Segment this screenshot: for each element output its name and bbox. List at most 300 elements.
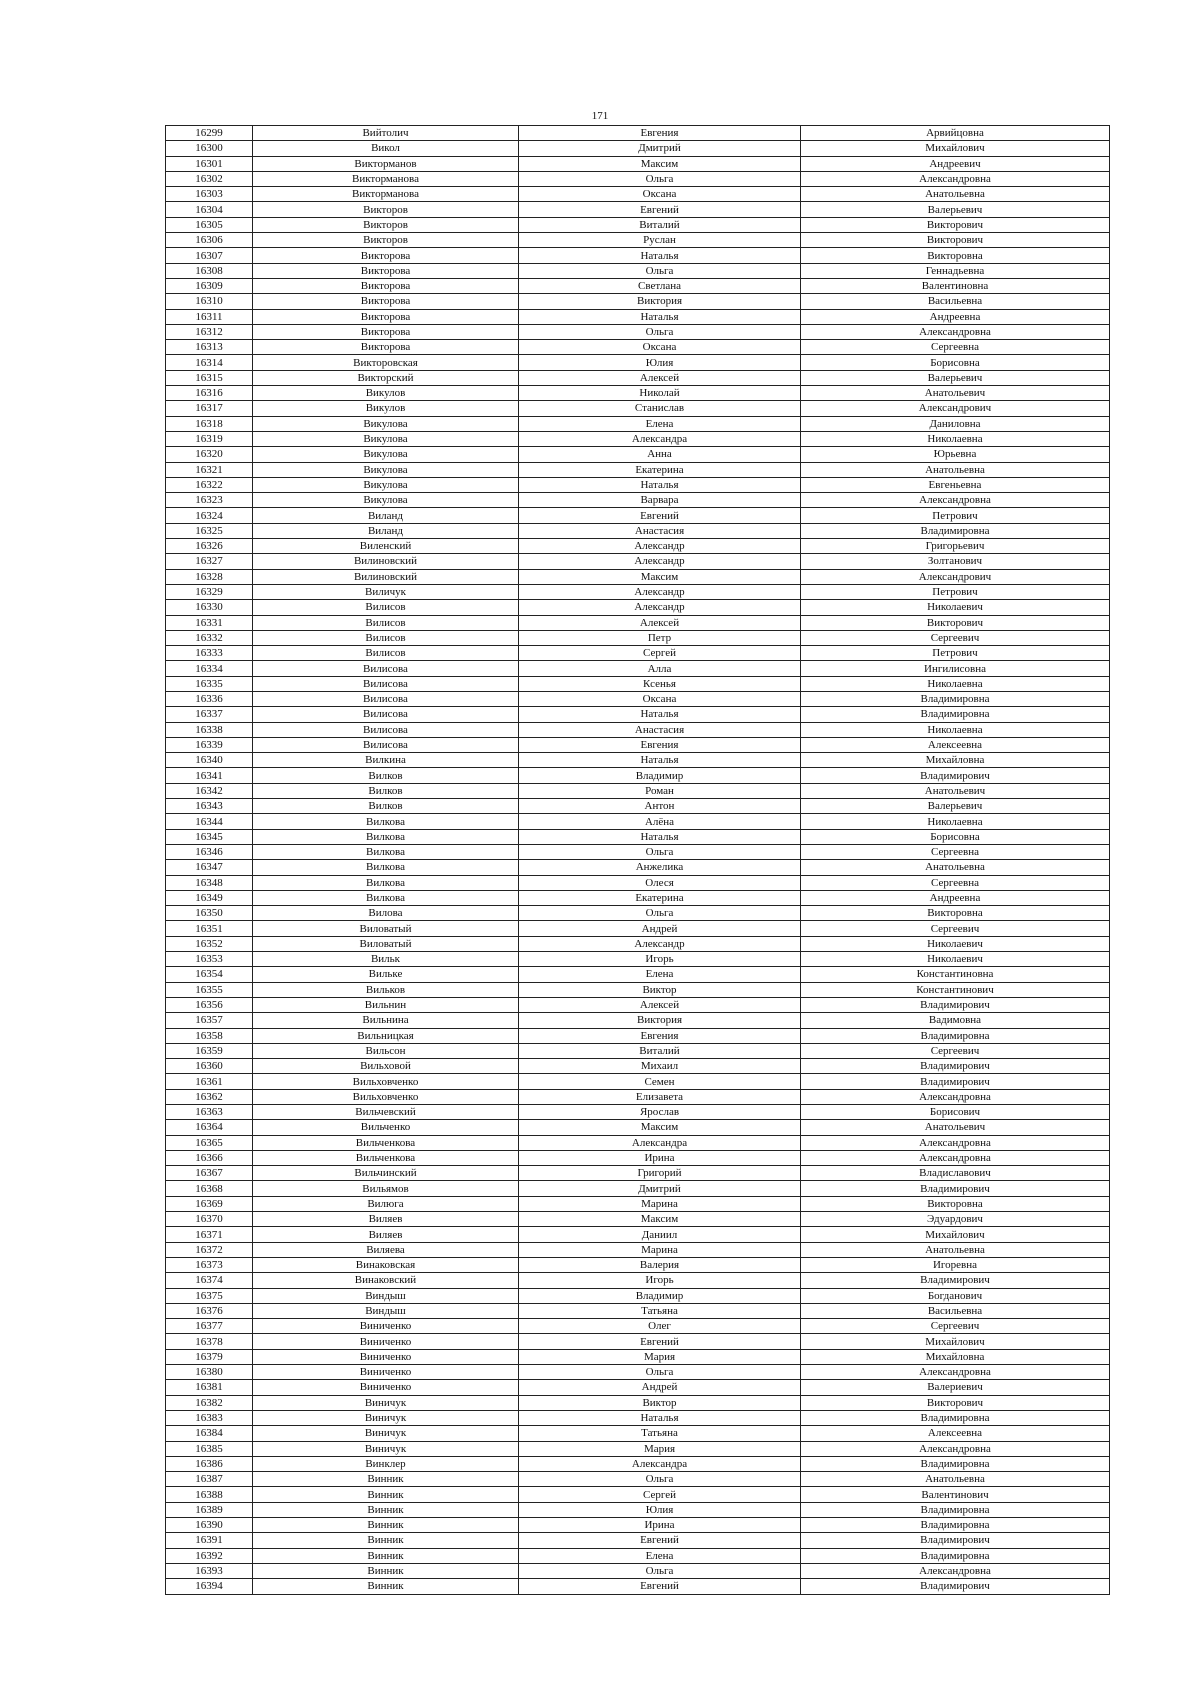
table-row [166, 1502, 1110, 1517]
first-name-cell: Олег [519, 1319, 801, 1334]
record-number-cell: 16324 [166, 508, 253, 523]
first-name-cell: Евгения [519, 737, 801, 752]
table-row [166, 1395, 1110, 1410]
patronymic-cell: Николаевич [801, 936, 1110, 951]
patronymic-cell: Сергеевич [801, 1319, 1110, 1334]
first-name-cell: Антон [519, 799, 801, 814]
patronymic-cell: Михайлович [801, 1334, 1110, 1349]
record-number-cell: 16323 [166, 493, 253, 508]
table-row [166, 860, 1110, 875]
record-number-cell: 16376 [166, 1303, 253, 1318]
table-row [166, 829, 1110, 844]
first-name-cell: Ольга [519, 171, 801, 186]
first-name-cell: Александр [519, 584, 801, 599]
table-row [166, 233, 1110, 248]
patronymic-cell: Васильевна [801, 1303, 1110, 1318]
record-number-cell: 16336 [166, 691, 253, 706]
table-row [166, 584, 1110, 599]
last-name-cell: Вилков [253, 768, 519, 783]
last-name-cell: Викулова [253, 447, 519, 462]
last-name-cell: Викулов [253, 386, 519, 401]
last-name-cell: Виланд [253, 508, 519, 523]
patronymic-cell: Александровна [801, 493, 1110, 508]
last-name-cell: Виничук [253, 1441, 519, 1456]
patronymic-cell: Николаевич [801, 600, 1110, 615]
last-name-cell: Вилиновский [253, 554, 519, 569]
record-number-cell: 16355 [166, 982, 253, 997]
last-name-cell: Викулов [253, 401, 519, 416]
patronymic-cell: Владимирович [801, 768, 1110, 783]
record-number-cell: 16353 [166, 952, 253, 967]
record-number-cell: 16365 [166, 1135, 253, 1150]
first-name-cell: Наталья [519, 309, 801, 324]
record-number-cell: 16329 [166, 584, 253, 599]
table-row [166, 737, 1110, 752]
last-name-cell: Вилисова [253, 661, 519, 676]
last-name-cell: Виниченко [253, 1334, 519, 1349]
record-number-cell: 16341 [166, 768, 253, 783]
last-name-cell: Вилисов [253, 646, 519, 661]
record-number-cell: 16331 [166, 615, 253, 630]
table-row [166, 493, 1110, 508]
last-name-cell: Викол [253, 141, 519, 156]
patronymic-cell: Викторович [801, 1395, 1110, 1410]
patronymic-cell: Николаевна [801, 676, 1110, 691]
patronymic-cell: Васильевна [801, 294, 1110, 309]
first-name-cell: Максим [519, 569, 801, 584]
record-number-cell: 16357 [166, 1013, 253, 1028]
record-number-cell: 16332 [166, 630, 253, 645]
last-name-cell: Виляева [253, 1242, 519, 1257]
patronymic-cell: Даниловна [801, 416, 1110, 431]
first-name-cell: Татьяна [519, 1426, 801, 1441]
record-number-cell: 16340 [166, 753, 253, 768]
record-number-cell: 16377 [166, 1319, 253, 1334]
record-number-cell: 16363 [166, 1105, 253, 1120]
last-name-cell: Вильховченко [253, 1089, 519, 1104]
record-number-cell: 16367 [166, 1166, 253, 1181]
table-row [166, 691, 1110, 706]
first-name-cell: Ярослав [519, 1105, 801, 1120]
last-name-cell: Виловатый [253, 921, 519, 936]
table-row [166, 952, 1110, 967]
first-name-cell: Евгений [519, 1334, 801, 1349]
patronymic-cell: Андреевна [801, 890, 1110, 905]
last-name-cell: Винник [253, 1548, 519, 1563]
last-name-cell: Винник [253, 1563, 519, 1578]
record-number-cell: 16360 [166, 1059, 253, 1074]
patronymic-cell: Александрович [801, 569, 1110, 584]
patronymic-cell: Арвийцовна [801, 126, 1110, 141]
table-row [166, 1196, 1110, 1211]
first-name-cell: Евгения [519, 1028, 801, 1043]
patronymic-cell: Эдуардович [801, 1212, 1110, 1227]
table-row [166, 1013, 1110, 1028]
patronymic-cell: Александровна [801, 1365, 1110, 1380]
record-number-cell: 16387 [166, 1472, 253, 1487]
table-row [166, 768, 1110, 783]
table-row [166, 355, 1110, 370]
record-number-cell: 16361 [166, 1074, 253, 1089]
table-row [166, 370, 1110, 385]
record-number-cell: 16318 [166, 416, 253, 431]
last-name-cell: Виленский [253, 539, 519, 554]
last-name-cell: Викторов [253, 217, 519, 232]
last-name-cell: Виниченко [253, 1380, 519, 1395]
record-number-cell: 16388 [166, 1487, 253, 1502]
first-name-cell: Алексей [519, 615, 801, 630]
table-row [166, 982, 1110, 997]
first-name-cell: Мария [519, 1349, 801, 1364]
first-name-cell: Владимир [519, 768, 801, 783]
patronymic-cell: Борисович [801, 1105, 1110, 1120]
last-name-cell: Виниченко [253, 1319, 519, 1334]
last-name-cell: Виничук [253, 1426, 519, 1441]
table-row [166, 1059, 1110, 1074]
table-row [166, 1120, 1110, 1135]
record-number-cell: 16320 [166, 447, 253, 462]
first-name-cell: Елена [519, 967, 801, 982]
patronymic-cell: Алексеевна [801, 1426, 1110, 1441]
first-name-cell: Оксана [519, 691, 801, 706]
last-name-cell: Вилисова [253, 691, 519, 706]
last-name-cell: Викторманова [253, 171, 519, 186]
first-name-cell: Оксана [519, 340, 801, 355]
last-name-cell: Вилков [253, 799, 519, 814]
first-name-cell: Александра [519, 1456, 801, 1471]
roster-body [166, 126, 1110, 1595]
patronymic-cell: Вадимовна [801, 1013, 1110, 1028]
patronymic-cell: Петрович [801, 508, 1110, 523]
record-number-cell: 16339 [166, 737, 253, 752]
first-name-cell: Руслан [519, 233, 801, 248]
last-name-cell: Винник [253, 1487, 519, 1502]
last-name-cell: Вилкова [253, 844, 519, 859]
patronymic-cell: Борисовна [801, 829, 1110, 844]
table-row [166, 1257, 1110, 1272]
last-name-cell: Вилкина [253, 753, 519, 768]
first-name-cell: Марина [519, 1242, 801, 1257]
last-name-cell: Викторова [253, 294, 519, 309]
patronymic-cell: Викторович [801, 217, 1110, 232]
table-row [166, 569, 1110, 584]
first-name-cell: Станислав [519, 401, 801, 416]
table-row [166, 1365, 1110, 1380]
table-row [166, 126, 1110, 141]
patronymic-cell: Юрьевна [801, 447, 1110, 462]
first-name-cell: Анастасия [519, 523, 801, 538]
table-row [166, 263, 1110, 278]
patronymic-cell: Александровна [801, 1089, 1110, 1104]
patronymic-cell: Владимирович [801, 1579, 1110, 1594]
last-name-cell: Винник [253, 1502, 519, 1517]
first-name-cell: Ирина [519, 1518, 801, 1533]
first-name-cell: Максим [519, 156, 801, 171]
last-name-cell: Вильсон [253, 1043, 519, 1058]
last-name-cell: Вильчевский [253, 1105, 519, 1120]
last-name-cell: Вилисов [253, 615, 519, 630]
record-number-cell: 16382 [166, 1395, 253, 1410]
record-number-cell: 16372 [166, 1242, 253, 1257]
record-number-cell: 16305 [166, 217, 253, 232]
last-name-cell: Вильховой [253, 1059, 519, 1074]
table-row [166, 1227, 1110, 1242]
first-name-cell: Александр [519, 539, 801, 554]
first-name-cell: Роман [519, 783, 801, 798]
patronymic-cell: Анатольевич [801, 1120, 1110, 1135]
patronymic-cell: Владимирович [801, 1181, 1110, 1196]
table-row [166, 401, 1110, 416]
last-name-cell: Вильков [253, 982, 519, 997]
table-row [166, 921, 1110, 936]
patronymic-cell: Михайловна [801, 1349, 1110, 1364]
first-name-cell: Ольга [519, 324, 801, 339]
table-row [166, 1563, 1110, 1578]
patronymic-cell: Александровна [801, 1441, 1110, 1456]
first-name-cell: Варвара [519, 493, 801, 508]
table-row [166, 508, 1110, 523]
patronymic-cell: Сергеевна [801, 340, 1110, 355]
table-row [166, 340, 1110, 355]
last-name-cell: Винник [253, 1472, 519, 1487]
table-row [166, 1426, 1110, 1441]
record-number-cell: 16390 [166, 1518, 253, 1533]
first-name-cell: Наталья [519, 753, 801, 768]
last-name-cell: Викторманов [253, 156, 519, 171]
table-row [166, 217, 1110, 232]
record-number-cell: 16351 [166, 921, 253, 936]
patronymic-cell: Анатольевна [801, 1242, 1110, 1257]
table-row [166, 156, 1110, 171]
record-number-cell: 16389 [166, 1502, 253, 1517]
last-name-cell: Вилисов [253, 630, 519, 645]
table-row [166, 936, 1110, 951]
patronymic-cell: Александровна [801, 171, 1110, 186]
table-row [166, 630, 1110, 645]
last-name-cell: Викулова [253, 462, 519, 477]
record-number-cell: 16374 [166, 1273, 253, 1288]
first-name-cell: Александра [519, 431, 801, 446]
record-number-cell: 16335 [166, 676, 253, 691]
first-name-cell: Виталий [519, 217, 801, 232]
last-name-cell: Виндыш [253, 1288, 519, 1303]
record-number-cell: 16378 [166, 1334, 253, 1349]
patronymic-cell: Константиновна [801, 967, 1110, 982]
table-row [166, 1533, 1110, 1548]
record-number-cell: 16350 [166, 906, 253, 921]
patronymic-cell: Анатольевич [801, 386, 1110, 401]
first-name-cell: Виктор [519, 1395, 801, 1410]
record-number-cell: 16385 [166, 1441, 253, 1456]
patronymic-cell: Владимировна [801, 1456, 1110, 1471]
record-number-cell: 16313 [166, 340, 253, 355]
table-row [166, 171, 1110, 186]
record-number-cell: 16322 [166, 477, 253, 492]
last-name-cell: Вилков [253, 783, 519, 798]
record-number-cell: 16369 [166, 1196, 253, 1211]
first-name-cell: Игорь [519, 952, 801, 967]
patronymic-cell: Владимирович [801, 997, 1110, 1012]
page-number: 171 [591, 110, 609, 122]
patronymic-cell: Викторович [801, 233, 1110, 248]
table-row [166, 416, 1110, 431]
record-number-cell: 16362 [166, 1089, 253, 1104]
patronymic-cell: Валерьевич [801, 370, 1110, 385]
patronymic-cell: Валерьевич [801, 202, 1110, 217]
patronymic-cell: Анатольевна [801, 1472, 1110, 1487]
last-name-cell: Винник [253, 1518, 519, 1533]
first-name-cell: Максим [519, 1120, 801, 1135]
patronymic-cell: Валентиновна [801, 278, 1110, 293]
patronymic-cell: Сергеевич [801, 921, 1110, 936]
record-number-cell: 16303 [166, 187, 253, 202]
patronymic-cell: Владимировна [801, 1518, 1110, 1533]
table-row [166, 1028, 1110, 1043]
record-number-cell: 16309 [166, 278, 253, 293]
patronymic-cell: Владимирович [801, 1059, 1110, 1074]
last-name-cell: Виляев [253, 1212, 519, 1227]
last-name-cell: Викторова [253, 263, 519, 278]
record-number-cell: 16384 [166, 1426, 253, 1441]
patronymic-cell: Валериевич [801, 1380, 1110, 1395]
patronymic-cell: Викторович [801, 615, 1110, 630]
last-name-cell: Виловатый [253, 936, 519, 951]
patronymic-cell: Евгеньевна [801, 477, 1110, 492]
table-row [166, 646, 1110, 661]
record-number-cell: 16383 [166, 1410, 253, 1425]
first-name-cell: Анна [519, 447, 801, 462]
last-name-cell: Виничук [253, 1395, 519, 1410]
record-number-cell: 16334 [166, 661, 253, 676]
table-row [166, 875, 1110, 890]
last-name-cell: Вильк [253, 952, 519, 967]
patronymic-cell: Александровна [801, 1563, 1110, 1578]
record-number-cell: 16337 [166, 707, 253, 722]
last-name-cell: Викторов [253, 233, 519, 248]
patronymic-cell: Викторовна [801, 1196, 1110, 1211]
table-row [166, 554, 1110, 569]
first-name-cell: Евгения [519, 126, 801, 141]
first-name-cell: Александр [519, 600, 801, 615]
record-number-cell: 16366 [166, 1150, 253, 1165]
first-name-cell: Ольга [519, 844, 801, 859]
first-name-cell: Алёна [519, 814, 801, 829]
first-name-cell: Оксана [519, 187, 801, 202]
first-name-cell: Олеся [519, 875, 801, 890]
first-name-cell: Елена [519, 1548, 801, 1563]
table-row [166, 1334, 1110, 1349]
table-row [166, 1074, 1110, 1089]
table-row [166, 539, 1110, 554]
patronymic-cell: Владимировна [801, 1410, 1110, 1425]
last-name-cell: Вилисов [253, 600, 519, 615]
first-name-cell: Екатерина [519, 890, 801, 905]
table-row [166, 294, 1110, 309]
first-name-cell: Анастасия [519, 722, 801, 737]
record-number-cell: 16345 [166, 829, 253, 844]
last-name-cell: Викторова [253, 248, 519, 263]
last-name-cell: Викторова [253, 340, 519, 355]
last-name-cell: Викторский [253, 370, 519, 385]
last-name-cell: Вилкова [253, 860, 519, 875]
record-number-cell: 16368 [166, 1181, 253, 1196]
first-name-cell: Наталья [519, 829, 801, 844]
table-row [166, 600, 1110, 615]
record-number-cell: 16304 [166, 202, 253, 217]
table-row [166, 309, 1110, 324]
table-row [166, 386, 1110, 401]
record-number-cell: 16346 [166, 844, 253, 859]
table-row [166, 890, 1110, 905]
table-row [166, 844, 1110, 859]
record-number-cell: 16342 [166, 783, 253, 798]
last-name-cell: Винаковская [253, 1257, 519, 1272]
table-row [166, 1089, 1110, 1104]
patronymic-cell: Петрович [801, 584, 1110, 599]
last-name-cell: Вилкова [253, 875, 519, 890]
patronymic-cell: Андреевна [801, 309, 1110, 324]
last-name-cell: Викулова [253, 477, 519, 492]
patronymic-cell: Владимирович [801, 1273, 1110, 1288]
last-name-cell: Викторманова [253, 187, 519, 202]
record-number-cell: 16381 [166, 1380, 253, 1395]
last-name-cell: Виндыш [253, 1303, 519, 1318]
record-number-cell: 16375 [166, 1288, 253, 1303]
first-name-cell: Дмитрий [519, 1181, 801, 1196]
first-name-cell: Андрей [519, 1380, 801, 1395]
table-row [166, 1487, 1110, 1502]
last-name-cell: Вилисова [253, 737, 519, 752]
table-row [166, 477, 1110, 492]
first-name-cell: Евгений [519, 1579, 801, 1594]
patronymic-cell: Владимировна [801, 691, 1110, 706]
patronymic-cell: Михайлович [801, 141, 1110, 156]
table-row [166, 906, 1110, 921]
record-number-cell: 16394 [166, 1579, 253, 1594]
table-row [166, 799, 1110, 814]
record-number-cell: 16343 [166, 799, 253, 814]
patronymic-cell: Владимировна [801, 707, 1110, 722]
first-name-cell: Ксенья [519, 676, 801, 691]
last-name-cell: Викторова [253, 309, 519, 324]
first-name-cell: Анжелика [519, 860, 801, 875]
record-number-cell: 16310 [166, 294, 253, 309]
first-name-cell: Татьяна [519, 1303, 801, 1318]
last-name-cell: Винник [253, 1579, 519, 1594]
table-row [166, 1150, 1110, 1165]
first-name-cell: Наталья [519, 1410, 801, 1425]
first-name-cell: Елена [519, 416, 801, 431]
record-number-cell: 16380 [166, 1365, 253, 1380]
patronymic-cell: Борисовна [801, 355, 1110, 370]
patronymic-cell: Анатольевна [801, 462, 1110, 477]
patronymic-cell: Анатольевна [801, 860, 1110, 875]
first-name-cell: Евгений [519, 508, 801, 523]
patronymic-cell: Сергеевна [801, 875, 1110, 890]
patronymic-cell: Михайлович [801, 1227, 1110, 1242]
record-number-cell: 16347 [166, 860, 253, 875]
first-name-cell: Валерия [519, 1257, 801, 1272]
table-row [166, 676, 1110, 691]
record-number-cell: 16393 [166, 1563, 253, 1578]
first-name-cell: Наталья [519, 248, 801, 263]
table-row [166, 753, 1110, 768]
patronymic-cell: Александровна [801, 1135, 1110, 1150]
record-number-cell: 16386 [166, 1456, 253, 1471]
last-name-cell: Винаковский [253, 1273, 519, 1288]
table-row [166, 1181, 1110, 1196]
last-name-cell: Вильченко [253, 1120, 519, 1135]
